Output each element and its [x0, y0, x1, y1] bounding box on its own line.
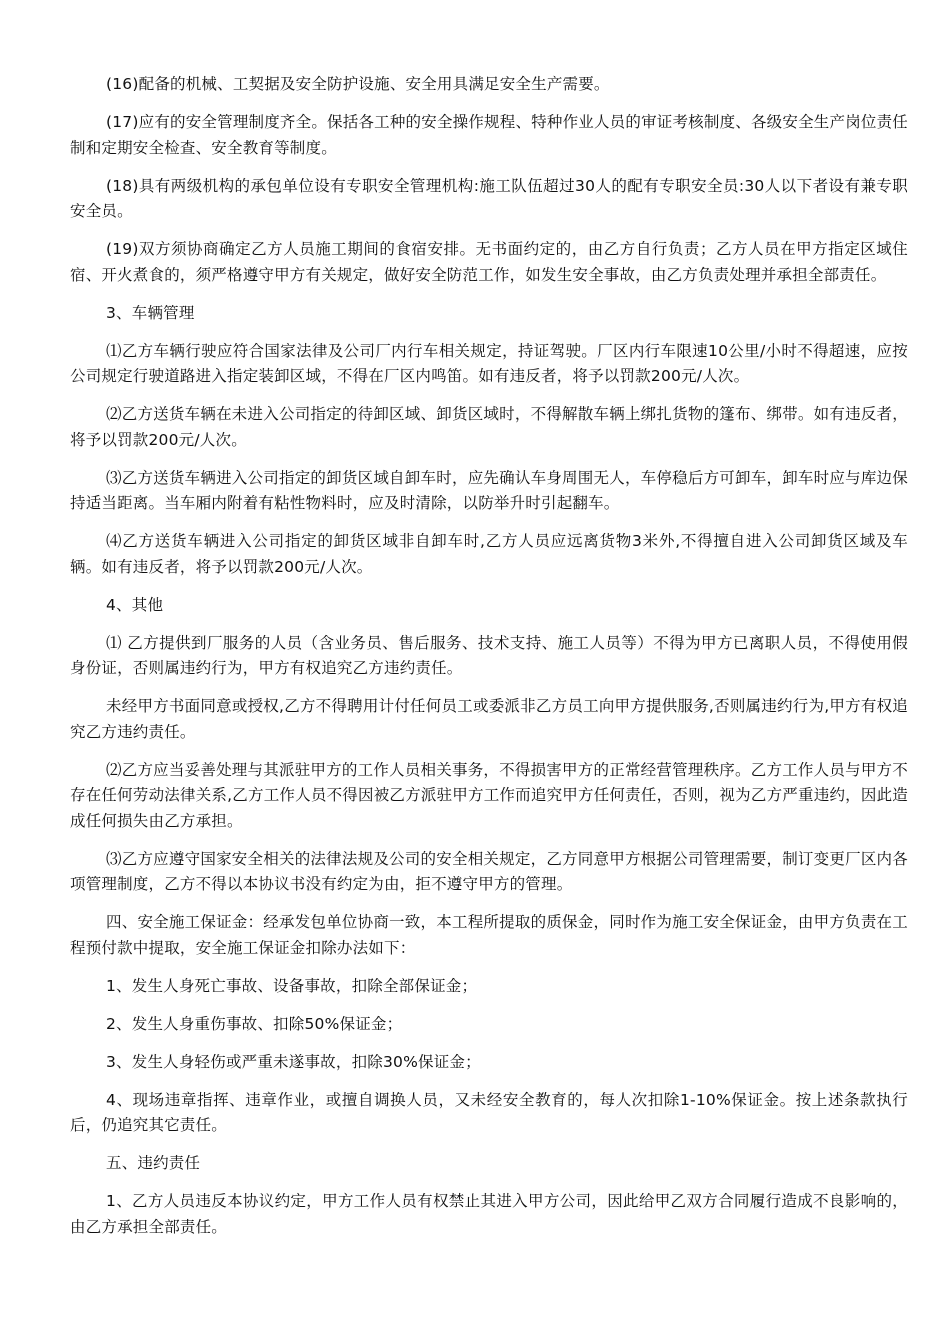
paragraph-clause-18: (18)具有两级机构的承包单位设有专职安全管理机构:施工队伍超过30人的配有专职安全员:30人以下者设有兼专职安全员。: [70, 176, 908, 220]
paragraph-vehicle-2: ⑵乙方送货车辆在未进入公司指定的待卸区域、卸货区域时，不得解散车辆上绑扎货物的篷布、绑带。如有违反者，将予以罚款200元/人次。: [70, 405, 908, 449]
paragraph-clause-19: (19)双方须协商确定乙方人员施工期间的食宿安排。无书面约定的，由乙方自行负责；乙方人员在甲方指定区域住宿、开火煮食的，须严格遵守甲方有关规定，做好安全防范工作，如发生安全事故，由乙方负责处理并承担全部责任。: [70, 240, 908, 284]
paragraph-deposit-2: 2、发生人身重伤事故、扣除50%保证金；: [106, 1014, 403, 1033]
paragraph-breach-1: 1、乙方人员违反本协议约定，甲方工作人员有权禁止其进入甲方公司，因此给甲乙双方合同履行造成不良影响的，由乙方承担全部责任。: [70, 1192, 908, 1236]
paragraph-deposit-4: 4、现场违章指挥、违章作业，或擅自调换人员，又未经安全教育的，每人次扣除1-10%保证金。按上述条款执行后，仍追究其它责任。: [70, 1090, 908, 1134]
paragraph-vehicle-4: ⑷乙方送货车辆进入公司指定的卸货区域非自卸车时,乙方人员应远离货物3米外,不得擅自进入公司卸货区域及车辆。如有违反者，将予以罚款200元/人次。: [70, 532, 908, 576]
paragraph-vehicle-1: ⑴乙方车辆行驶应符合国家法律及公司厂内行车相关规定，持证驾驶。厂区内行车限速10公里/小时不得超速，应按公司规定行驶道路进入指定装卸区域，不得在厂区内鸣笛。如有违反者，将予以罚款200元/人次。: [70, 341, 908, 385]
paragraph-other-3: ⑶乙方应遵守国家安全相关的法律法规及公司的安全相关规定，乙方同意甲方根据公司管理需要，制订变更厂区内各项管理制度，乙方不得以本协议书没有约定为由，拒不遵守甲方的管理。: [70, 849, 908, 893]
section-heading-breach-liability: 五、违约责任: [106, 1154, 201, 1172]
section-heading-other: 4、其他: [106, 595, 164, 614]
paragraph-clause-16: (16)配备的机械、工契据及安全防护设施、安全用具满足安全生产需要。: [106, 75, 610, 93]
paragraph-clause-17: (17)应有的安全管理制度齐全。保括各工种的安全操作规程、特种作业人员的审证考核制度、各级安全生产岗位责任制和定期安全检查、安全教育等制度。: [70, 113, 908, 157]
paragraph-other-1-continued: 未经甲方书面同意或授权,乙方不得聘用计付任何员工或委派非乙方员工向甲方提供服务,否则属违约行为,甲方有权追究乙方违约责任。: [70, 697, 908, 741]
section-heading-vehicle-management: 3、车辆管理: [106, 303, 195, 322]
paragraph-other-2: ⑵乙方应当妥善处理与其派驻甲方的工作人员相关事务，不得损害甲方的正常经营管理秩序。乙方工作人员与甲方不存在任何劳动法律关系,乙方工作人员不得因被乙方派驻甲方工作而追究甲方任何责任，否则，视为乙方严重违约，因此造成任何损失由乙方承担。: [70, 760, 908, 830]
paragraph-other-1: ⑴ 乙方提供到厂服务的人员（含业务员、售后服务、技术支持、施工人员等）不得为甲方已离职人员，不得使用假身份证，否则属违约行为，甲方有权追究乙方违约责任。: [70, 633, 908, 677]
paragraph-vehicle-3: ⑶乙方送货车辆进入公司指定的卸货区域自卸车时，应先确认车身周围无人，车停稳后方可卸车，卸车时应与库边保持适当距离。当车厢内附着有粘性物料时，应及时清除，以防举升时引起翻车。: [70, 468, 908, 512]
section-heading-safety-deposit: 四、安全施工保证金：经承发包单位协商一致，本工程所提取的质保金，同时作为施工安全保证金，由甲方负责在工程预付款中提取，安全施工保证金扣除办法如下：: [70, 913, 908, 957]
paragraph-deposit-3: 3、发生人身轻伤或严重未遂事故，扣除30%保证金；: [106, 1052, 481, 1071]
paragraph-deposit-1: 1、发生人身死亡事故、设备事故，扣除全部保证金；: [106, 976, 478, 995]
